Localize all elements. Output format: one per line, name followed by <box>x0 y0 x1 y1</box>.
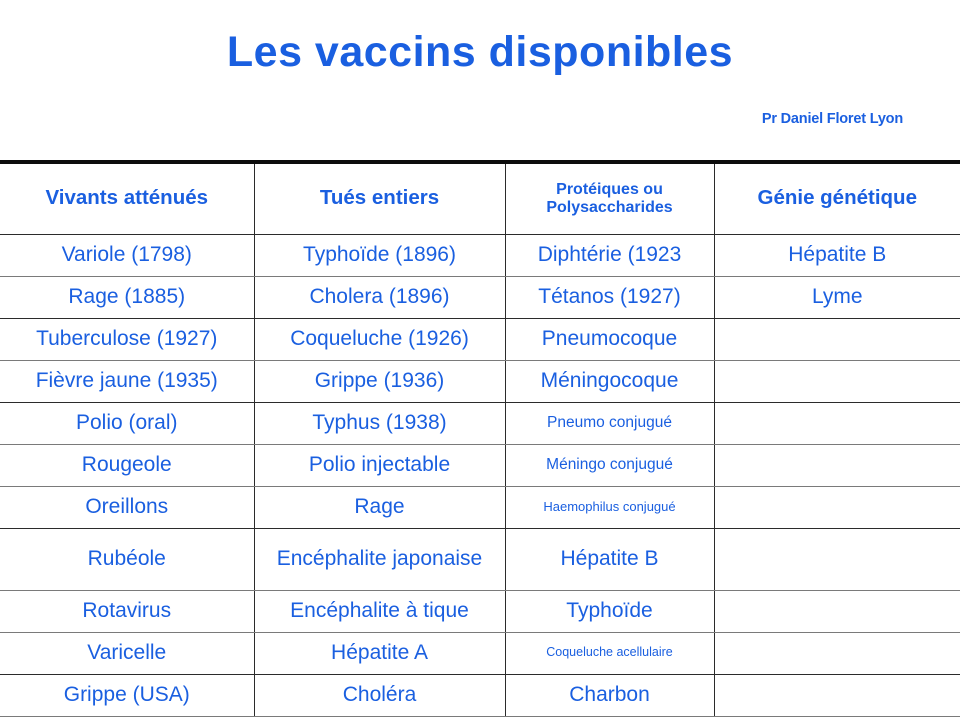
cell-protein-polysaccharide: Typhoïde <box>505 590 714 632</box>
table-row <box>0 444 960 486</box>
author-byline: Pr Daniel Floret Lyon <box>761 111 903 128</box>
cell-whole-killed: Typhus (1938) <box>254 402 505 444</box>
cell-protein-polysaccharide: Charbon <box>505 674 714 716</box>
cell-whole-killed: Grippe (1936) <box>254 360 505 402</box>
cell-whole-killed: Hépatite A <box>254 632 505 674</box>
vaccines-table-container <box>0 160 960 717</box>
cell-genetic-engineering <box>714 402 960 444</box>
column-header-genetic-engineering: Génie génétique <box>714 162 960 234</box>
cell-whole-killed: Encéphalite japonaise <box>254 528 505 590</box>
table-body <box>0 234 960 716</box>
cell-genetic-engineering: Hépatite B <box>714 234 960 276</box>
table-row <box>0 276 960 318</box>
table-row <box>0 528 960 590</box>
cell-live-attenuated: Tuberculose (1927) <box>0 318 254 360</box>
cell-whole-killed: Encéphalite à tique <box>254 590 505 632</box>
cell-live-attenuated: Polio (oral) <box>0 402 254 444</box>
cell-protein-polysaccharide: Coqueluche acellulaire <box>505 632 714 674</box>
cell-genetic-engineering <box>714 318 960 360</box>
cell-live-attenuated: Rougeole <box>0 444 254 486</box>
cell-whole-killed: Rage <box>254 486 505 528</box>
table-row <box>0 632 960 674</box>
cell-protein-polysaccharide: Pneumo conjugué <box>505 402 714 444</box>
cell-whole-killed: Choléra <box>254 674 505 716</box>
table-header <box>0 162 960 234</box>
table-header-row <box>0 162 960 234</box>
vaccines-table <box>0 160 960 717</box>
column-header-protein-polysaccharide: Protéiques ou Polysaccharides <box>505 162 714 234</box>
cell-live-attenuated: Grippe (USA) <box>0 674 254 716</box>
cell-protein-polysaccharide: Haemophilus conjugué <box>505 486 714 528</box>
cell-genetic-engineering: Lyme <box>714 276 960 318</box>
cell-protein-polysaccharide: Hépatite B <box>505 528 714 590</box>
cell-whole-killed: Cholera (1896) <box>254 276 505 318</box>
cell-genetic-engineering <box>714 486 960 528</box>
table-row <box>0 674 960 716</box>
cell-protein-polysaccharide: Diphtérie (1923 <box>505 234 714 276</box>
cell-whole-killed: Coqueluche (1926) <box>254 318 505 360</box>
cell-protein-polysaccharide: Tétanos (1927) <box>505 276 714 318</box>
cell-live-attenuated: Rubéole <box>0 528 254 590</box>
cell-live-attenuated: Fièvre jaune (1935) <box>0 360 254 402</box>
table-row <box>0 360 960 402</box>
cell-genetic-engineering <box>714 590 960 632</box>
cell-genetic-engineering <box>714 444 960 486</box>
cell-protein-polysaccharide: Pneumocoque <box>505 318 714 360</box>
cell-genetic-engineering <box>714 360 960 402</box>
column-header-whole-killed: Tués entiers <box>254 162 505 234</box>
page-title: Les vaccins disponibles <box>226 28 734 76</box>
cell-protein-polysaccharide: Méningo conjugué <box>505 444 714 486</box>
table-row <box>0 402 960 444</box>
cell-whole-killed: Typhoïde (1896) <box>254 234 505 276</box>
cell-genetic-engineering <box>714 674 960 716</box>
table-row <box>0 590 960 632</box>
cell-live-attenuated: Rage (1885) <box>0 276 254 318</box>
cell-live-attenuated: Rotavirus <box>0 590 254 632</box>
table-row <box>0 486 960 528</box>
cell-genetic-engineering <box>714 632 960 674</box>
cell-live-attenuated: Variole (1798) <box>0 234 254 276</box>
cell-live-attenuated: Oreillons <box>0 486 254 528</box>
table-row <box>0 234 960 276</box>
column-header-live-attenuated: Vivants atténués <box>0 162 254 234</box>
cell-protein-polysaccharide: Méningocoque <box>505 360 714 402</box>
table-row <box>0 318 960 360</box>
cell-whole-killed: Polio injectable <box>254 444 505 486</box>
cell-genetic-engineering <box>714 528 960 590</box>
cell-live-attenuated: Varicelle <box>0 632 254 674</box>
